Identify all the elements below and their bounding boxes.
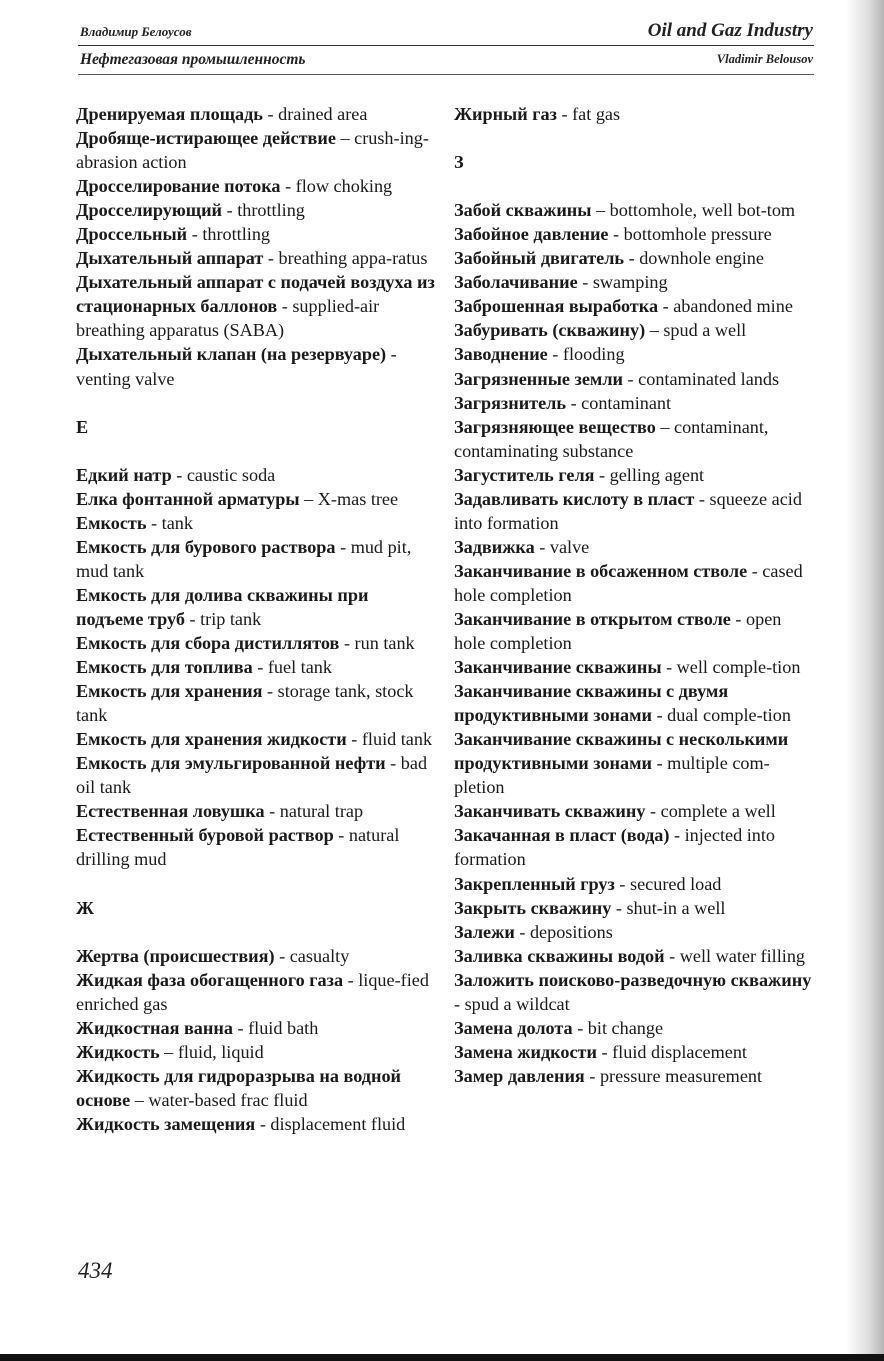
entry-separator: – bbox=[130, 1089, 149, 1110]
entry-term-ru: Заканчивать скважину bbox=[454, 801, 646, 822]
entry-translation-en: run tank bbox=[354, 633, 415, 654]
entry-term-ru: Жидкость замещения bbox=[76, 1113, 256, 1134]
header-author-ru: Владимир Белоусов bbox=[80, 24, 192, 39]
entry-term-ru: Заливка скважины водой bbox=[454, 945, 665, 966]
entry-term-ru: Дыхательный клапан (на резервуаре) bbox=[76, 344, 387, 365]
entry-translation-en: pressure measurement bbox=[599, 1065, 763, 1086]
entry-separator: - bbox=[608, 224, 624, 245]
glossary-entry bbox=[454, 944, 814, 968]
entry-translation-en: contaminant bbox=[581, 392, 672, 413]
entry-separator: – bbox=[299, 488, 318, 509]
entry-separator: - bbox=[262, 681, 278, 702]
entry-term-ru: Залежи bbox=[454, 921, 515, 942]
entry-term-ru: Елка фонтанной арматуры bbox=[76, 488, 300, 509]
entry-translation-en: bottomhole pressure bbox=[623, 224, 772, 245]
right-column bbox=[454, 102, 814, 1088]
entry-term-ru: Заводнение bbox=[454, 344, 548, 365]
entry-translation-en: abandoned mine bbox=[673, 296, 793, 317]
entry-separator: - bbox=[146, 512, 162, 533]
glossary-entry bbox=[76, 1064, 436, 1112]
glossary-entry bbox=[76, 727, 436, 751]
entry-term-ru: Замена долота bbox=[454, 1017, 573, 1038]
glossary-entry bbox=[76, 823, 436, 871]
entry-term-ru: Емкость для сбора дистиллятов bbox=[76, 633, 340, 654]
entry-term-ru: Емкость для долива скважины при подъеме труб bbox=[76, 584, 369, 629]
entry-separator: - bbox=[255, 1113, 271, 1134]
entry-translation-en: shut-in a well bbox=[626, 897, 726, 918]
entry-translation-en: natural trap bbox=[279, 801, 364, 822]
entry-term-ru: Дыхательный аппарат bbox=[76, 248, 264, 269]
glossary-entry bbox=[76, 679, 436, 727]
entry-separator: - bbox=[556, 104, 573, 124]
entry-translation-en: natural drilling mud bbox=[76, 825, 400, 870]
glossary-entry bbox=[454, 318, 814, 342]
entry-term-ru: Замена жидкости bbox=[454, 1041, 597, 1062]
glossary-entry bbox=[454, 1016, 814, 1040]
header-author-en: Vladimir Belousov bbox=[716, 52, 813, 66]
entry-translation-en: storage tank, stock tank bbox=[76, 681, 414, 726]
entry-translation-en: contaminated lands bbox=[638, 368, 780, 389]
glossary-entry bbox=[76, 968, 436, 1016]
glossary-entry bbox=[454, 920, 814, 944]
entry-translation-en: throttling bbox=[237, 200, 305, 221]
entry-separator: - bbox=[566, 392, 582, 413]
glossary-entry bbox=[454, 294, 814, 318]
glossary-entry bbox=[454, 463, 814, 487]
entry-translation-en: supplied-air breathing apparatus (SABA) bbox=[76, 296, 380, 341]
entry-translation-en: lique-fied enriched gas bbox=[76, 969, 429, 1014]
entry-term-ru: Дроссельный bbox=[76, 224, 188, 245]
entry-separator: - bbox=[514, 921, 530, 942]
entry-term-ru: Жидкость bbox=[76, 1041, 160, 1062]
entry-term-ru: Загрязнитель bbox=[454, 392, 567, 413]
entry-term-ru: Дробяще-истирающее действие bbox=[76, 128, 336, 149]
entry-translation-en: contaminant, contaminating substance bbox=[454, 416, 769, 461]
entry-separator: - bbox=[594, 464, 610, 485]
glossary-entry bbox=[454, 727, 814, 799]
glossary-entry bbox=[454, 535, 814, 559]
glossary-entry bbox=[454, 607, 814, 655]
entry-term-ru: Емкость для эмульгированной нефти bbox=[76, 753, 386, 774]
entry-term-ru: Едкий натр bbox=[76, 464, 172, 485]
section-spacer bbox=[454, 126, 814, 150]
entry-term-ru: Емкость bbox=[76, 512, 147, 533]
entry-translation-en: complete a well bbox=[660, 801, 776, 822]
entry-translation-en: X-mas tree bbox=[317, 488, 399, 509]
entry-translation-en: downhole engine bbox=[639, 248, 764, 269]
entry-separator: - bbox=[184, 608, 201, 629]
glossary-entry bbox=[454, 799, 814, 823]
glossary-entry bbox=[454, 896, 814, 920]
glossary-entry bbox=[76, 655, 436, 679]
scan-bottom-border bbox=[0, 1354, 884, 1361]
entry-separator: – bbox=[645, 320, 664, 341]
glossary-entry bbox=[454, 487, 814, 535]
entry-separator: - bbox=[274, 945, 290, 966]
glossary-entry bbox=[454, 968, 814, 1016]
section-letter: З bbox=[454, 152, 464, 173]
section-spacer bbox=[76, 872, 436, 896]
glossary-entry bbox=[76, 102, 436, 126]
entry-term-ru: Заброшенная выработка bbox=[454, 296, 659, 317]
header-title-ru: Нефтегазовая промышленность bbox=[80, 51, 306, 68]
entry-term-ru: Загуститель геля bbox=[454, 464, 595, 485]
entry-term-ru: Естественный буровой раствор bbox=[76, 825, 334, 846]
entry-separator: - bbox=[262, 104, 279, 124]
glossary-entry bbox=[76, 222, 436, 246]
entry-translation-en: fuel tank bbox=[267, 657, 332, 678]
entry-separator: - bbox=[572, 1017, 588, 1038]
entry-translation-en: crush-ing-abrasion action bbox=[76, 128, 429, 173]
glossary-entry bbox=[76, 583, 436, 631]
entry-term-ru: Жидкая фаза обогащенного газа bbox=[76, 969, 344, 990]
entry-separator: - bbox=[669, 825, 685, 846]
section-spacer bbox=[454, 174, 814, 198]
entry-term-ru: Забой скважины bbox=[454, 200, 592, 221]
entry-translation-en: trip tank bbox=[200, 608, 262, 629]
entry-term-ru: Закрыть скважину bbox=[454, 897, 612, 918]
entry-separator: - bbox=[661, 657, 677, 678]
entry-separator: - bbox=[658, 296, 674, 317]
entry-term-ru: Заканчивание скважины bbox=[454, 657, 662, 678]
glossary-entry bbox=[454, 1040, 814, 1064]
entry-translation-en: depositions bbox=[529, 921, 613, 942]
glossary-entry bbox=[454, 655, 814, 679]
entry-translation-en: displacement fluid bbox=[270, 1113, 406, 1134]
page-number: 434 bbox=[78, 1258, 113, 1283]
entry-translation-en: bottomhole, well bot-tom bbox=[609, 200, 796, 221]
section-spacer bbox=[76, 920, 436, 944]
entry-separator: - bbox=[730, 608, 747, 629]
glossary-entry bbox=[454, 559, 814, 607]
entry-translation-en: mud pit, mud tank bbox=[76, 536, 412, 581]
glossary-entry bbox=[454, 198, 814, 222]
entry-separator: - bbox=[222, 200, 238, 221]
entry-translation-en: flooding bbox=[562, 344, 625, 365]
entry-translation-en: gelling agent bbox=[609, 464, 705, 485]
glossary-entry bbox=[76, 126, 436, 174]
entry-term-ru: Дыхательный аппарат с подачей воздуха из стационарных баллонов bbox=[76, 272, 435, 317]
entry-separator: - bbox=[547, 344, 563, 365]
entry-separator: - bbox=[343, 969, 359, 990]
entry-translation-en: fluid, liquid bbox=[177, 1041, 264, 1062]
entry-separator: - bbox=[652, 705, 668, 726]
entry-translation-en: dual comple-tion bbox=[667, 705, 791, 726]
entry-translation-en: spud a wildcat bbox=[464, 993, 570, 1014]
entry-separator: – bbox=[335, 128, 355, 149]
entry-separator: - bbox=[652, 753, 668, 774]
entry-term-ru: Замер давления bbox=[454, 1065, 585, 1086]
entry-translation-en: swamping bbox=[592, 272, 668, 293]
glossary-entry bbox=[76, 246, 436, 270]
entry-separator: - bbox=[386, 344, 397, 365]
entry-separator: - bbox=[624, 248, 640, 269]
entry-separator: - bbox=[232, 1017, 249, 1038]
entry-term-ru: Дросселирующий bbox=[76, 200, 223, 221]
entry-translation-en: drained area bbox=[278, 104, 368, 124]
glossary-entry bbox=[76, 198, 436, 222]
entry-term-ru: Задавливать кислоту в пласт bbox=[454, 488, 695, 509]
entry-separator: - bbox=[252, 657, 268, 678]
glossary-entry bbox=[454, 222, 814, 246]
glossary-entry bbox=[76, 463, 436, 487]
entry-translation-en: multiple com-pletion bbox=[454, 753, 770, 798]
entry-term-ru: Емкость для хранения жидкости bbox=[76, 729, 347, 750]
entry-separator: - bbox=[534, 536, 550, 557]
entry-separator: - bbox=[694, 488, 710, 509]
glossary-entry bbox=[454, 246, 814, 270]
entry-separator: - bbox=[333, 825, 349, 846]
entry-translation-en: well comple-tion bbox=[676, 657, 801, 678]
entry-separator: - bbox=[623, 368, 639, 389]
header-rule bbox=[78, 45, 814, 46]
glossary-entry bbox=[76, 487, 436, 511]
entry-separator: - bbox=[611, 897, 627, 918]
section-spacer bbox=[76, 391, 436, 415]
entry-term-ru: Естественная ловушка bbox=[76, 801, 265, 822]
entry-translation-en: spud a well bbox=[663, 320, 747, 341]
glossary-entry bbox=[76, 535, 436, 583]
entry-translation-en: bad oil tank bbox=[76, 753, 428, 798]
entry-term-ru: Загрязняющее вещество bbox=[454, 416, 656, 437]
entry-term-ru: Жидкостная ванна bbox=[76, 1017, 233, 1038]
glossary-entry bbox=[454, 823, 814, 871]
left-column bbox=[76, 102, 436, 1136]
header-title-en: Oil and Gaz Industry bbox=[647, 20, 813, 41]
section-letter: Е bbox=[76, 416, 89, 437]
glossary-entry bbox=[454, 391, 814, 415]
entry-translation-en: caustic soda bbox=[186, 464, 276, 485]
entry-term-ru: Емкость для топлива bbox=[76, 657, 253, 678]
glossary-entry bbox=[454, 367, 814, 391]
entry-term-ru: Жирный газ bbox=[454, 104, 557, 124]
entry-separator: - bbox=[335, 536, 351, 557]
glossary-entry bbox=[76, 751, 436, 799]
entry-translation-en: open hole completion bbox=[454, 608, 782, 654]
entry-term-ru: Емкость для хранения bbox=[76, 681, 263, 702]
entry-separator: – bbox=[655, 416, 675, 437]
entry-separator: – bbox=[591, 200, 610, 221]
glossary-entry bbox=[76, 1040, 436, 1064]
entry-separator: - bbox=[187, 224, 203, 245]
entry-separator: - bbox=[614, 873, 630, 894]
glossary-entry bbox=[454, 415, 814, 463]
entry-separator: - bbox=[645, 801, 661, 822]
entry-translation-en: valve bbox=[549, 536, 590, 557]
entry-term-ru: Забуривать (скважину) bbox=[454, 320, 646, 341]
glossary-entry bbox=[454, 102, 814, 126]
glossary-entry bbox=[454, 679, 814, 727]
entry-term-ru: Задвижка bbox=[454, 536, 535, 557]
glossary-entry bbox=[76, 511, 436, 535]
glossary-entry bbox=[76, 799, 436, 823]
entry-term-ru: Заканчивание скважины с двумя продуктивными зонами bbox=[454, 681, 729, 726]
entry-translation-en: cased hole completion bbox=[454, 560, 803, 605]
entry-translation-en: water-based frac fluid bbox=[148, 1089, 308, 1110]
glossary-entry bbox=[76, 270, 436, 342]
entry-term-ru: Заканчивание в обсаженном стволе bbox=[454, 560, 748, 581]
entry-translation-en: fluid bath bbox=[248, 1017, 319, 1038]
entry-separator: - bbox=[277, 296, 293, 317]
entry-separator: - bbox=[339, 633, 355, 654]
entry-translation-en: squeeze acid into formation bbox=[454, 488, 802, 533]
entry-separator: - bbox=[584, 1065, 600, 1086]
entry-translation-en: bit change bbox=[587, 1017, 664, 1038]
entry-translation-en: flow choking bbox=[295, 176, 393, 197]
glossary-entry bbox=[76, 944, 436, 968]
entry-translation-en: fluid displacement bbox=[612, 1041, 747, 1062]
entry-separator: - bbox=[264, 801, 280, 822]
glossary-entry bbox=[454, 1064, 814, 1088]
entry-translation-en: fluid tank bbox=[361, 729, 433, 750]
entry-separator: - bbox=[385, 753, 401, 774]
entry-term-ru: Заложить поисково-разведочную скважину bbox=[454, 969, 812, 990]
glossary-entry bbox=[454, 270, 814, 294]
entry-separator: - bbox=[664, 945, 680, 966]
entry-translation-en: throttling bbox=[202, 224, 271, 245]
entry-separator: - bbox=[263, 248, 279, 269]
entry-translation-en: venting valve bbox=[76, 368, 175, 389]
entry-term-ru: Заканчивание в открытом стволе bbox=[454, 608, 731, 629]
entry-separator: - bbox=[454, 993, 465, 1014]
entry-term-ru: Заканчивание скважины с несколькими продуктивными зонами bbox=[454, 729, 789, 774]
entry-separator: - bbox=[171, 464, 187, 485]
page-edge-shadow bbox=[846, 0, 884, 1361]
entry-translation-en: tank bbox=[161, 512, 193, 533]
entry-separator: - bbox=[577, 272, 593, 293]
entry-term-ru: Закачанная в пласт (вода) bbox=[454, 825, 670, 846]
glossary-entry bbox=[76, 174, 436, 198]
entry-separator: - bbox=[346, 729, 362, 750]
entry-term-ru: Дросселирование потока bbox=[76, 176, 281, 197]
entry-translation-en: fat gas bbox=[572, 104, 621, 124]
entry-translation-en: injected into formation bbox=[454, 825, 775, 870]
entry-separator: - bbox=[596, 1041, 613, 1062]
entry-translation-en: well water filling bbox=[679, 945, 806, 966]
entry-separator: - bbox=[280, 176, 296, 197]
header-rule bbox=[78, 74, 814, 75]
glossary-entry bbox=[76, 1112, 436, 1136]
section-letter: Ж bbox=[76, 897, 94, 918]
glossary-entry bbox=[76, 1016, 436, 1040]
entry-separator: – bbox=[159, 1041, 178, 1062]
entry-term-ru: Закрепленный груз bbox=[454, 873, 615, 894]
entry-translation-en: casualty bbox=[289, 945, 350, 966]
entry-translation-en: breathing appa-ratus bbox=[278, 248, 428, 269]
glossary-entry bbox=[76, 342, 436, 390]
entry-translation-en: secured load bbox=[630, 873, 722, 894]
entry-term-ru: Забойный двигатель bbox=[454, 248, 625, 269]
glossary-entry bbox=[454, 872, 814, 896]
glossary-entry bbox=[76, 631, 436, 655]
glossary-entry bbox=[454, 342, 814, 366]
entry-term-ru: Заболачивание bbox=[454, 272, 578, 293]
entry-separator: - bbox=[747, 560, 763, 581]
entry-term-ru: Дренируемая площадь bbox=[76, 104, 263, 124]
entry-term-ru: Загрязненные земли bbox=[454, 368, 623, 389]
entry-term-ru: Жидкость для гидроразрыва на водной основе bbox=[76, 1065, 402, 1110]
entry-term-ru: Забойное давление bbox=[454, 224, 609, 245]
entry-term-ru: Жертва (происшествия) bbox=[76, 945, 275, 966]
entry-term-ru: Емкость для бурового раствора bbox=[76, 536, 336, 557]
section-spacer bbox=[76, 439, 436, 463]
